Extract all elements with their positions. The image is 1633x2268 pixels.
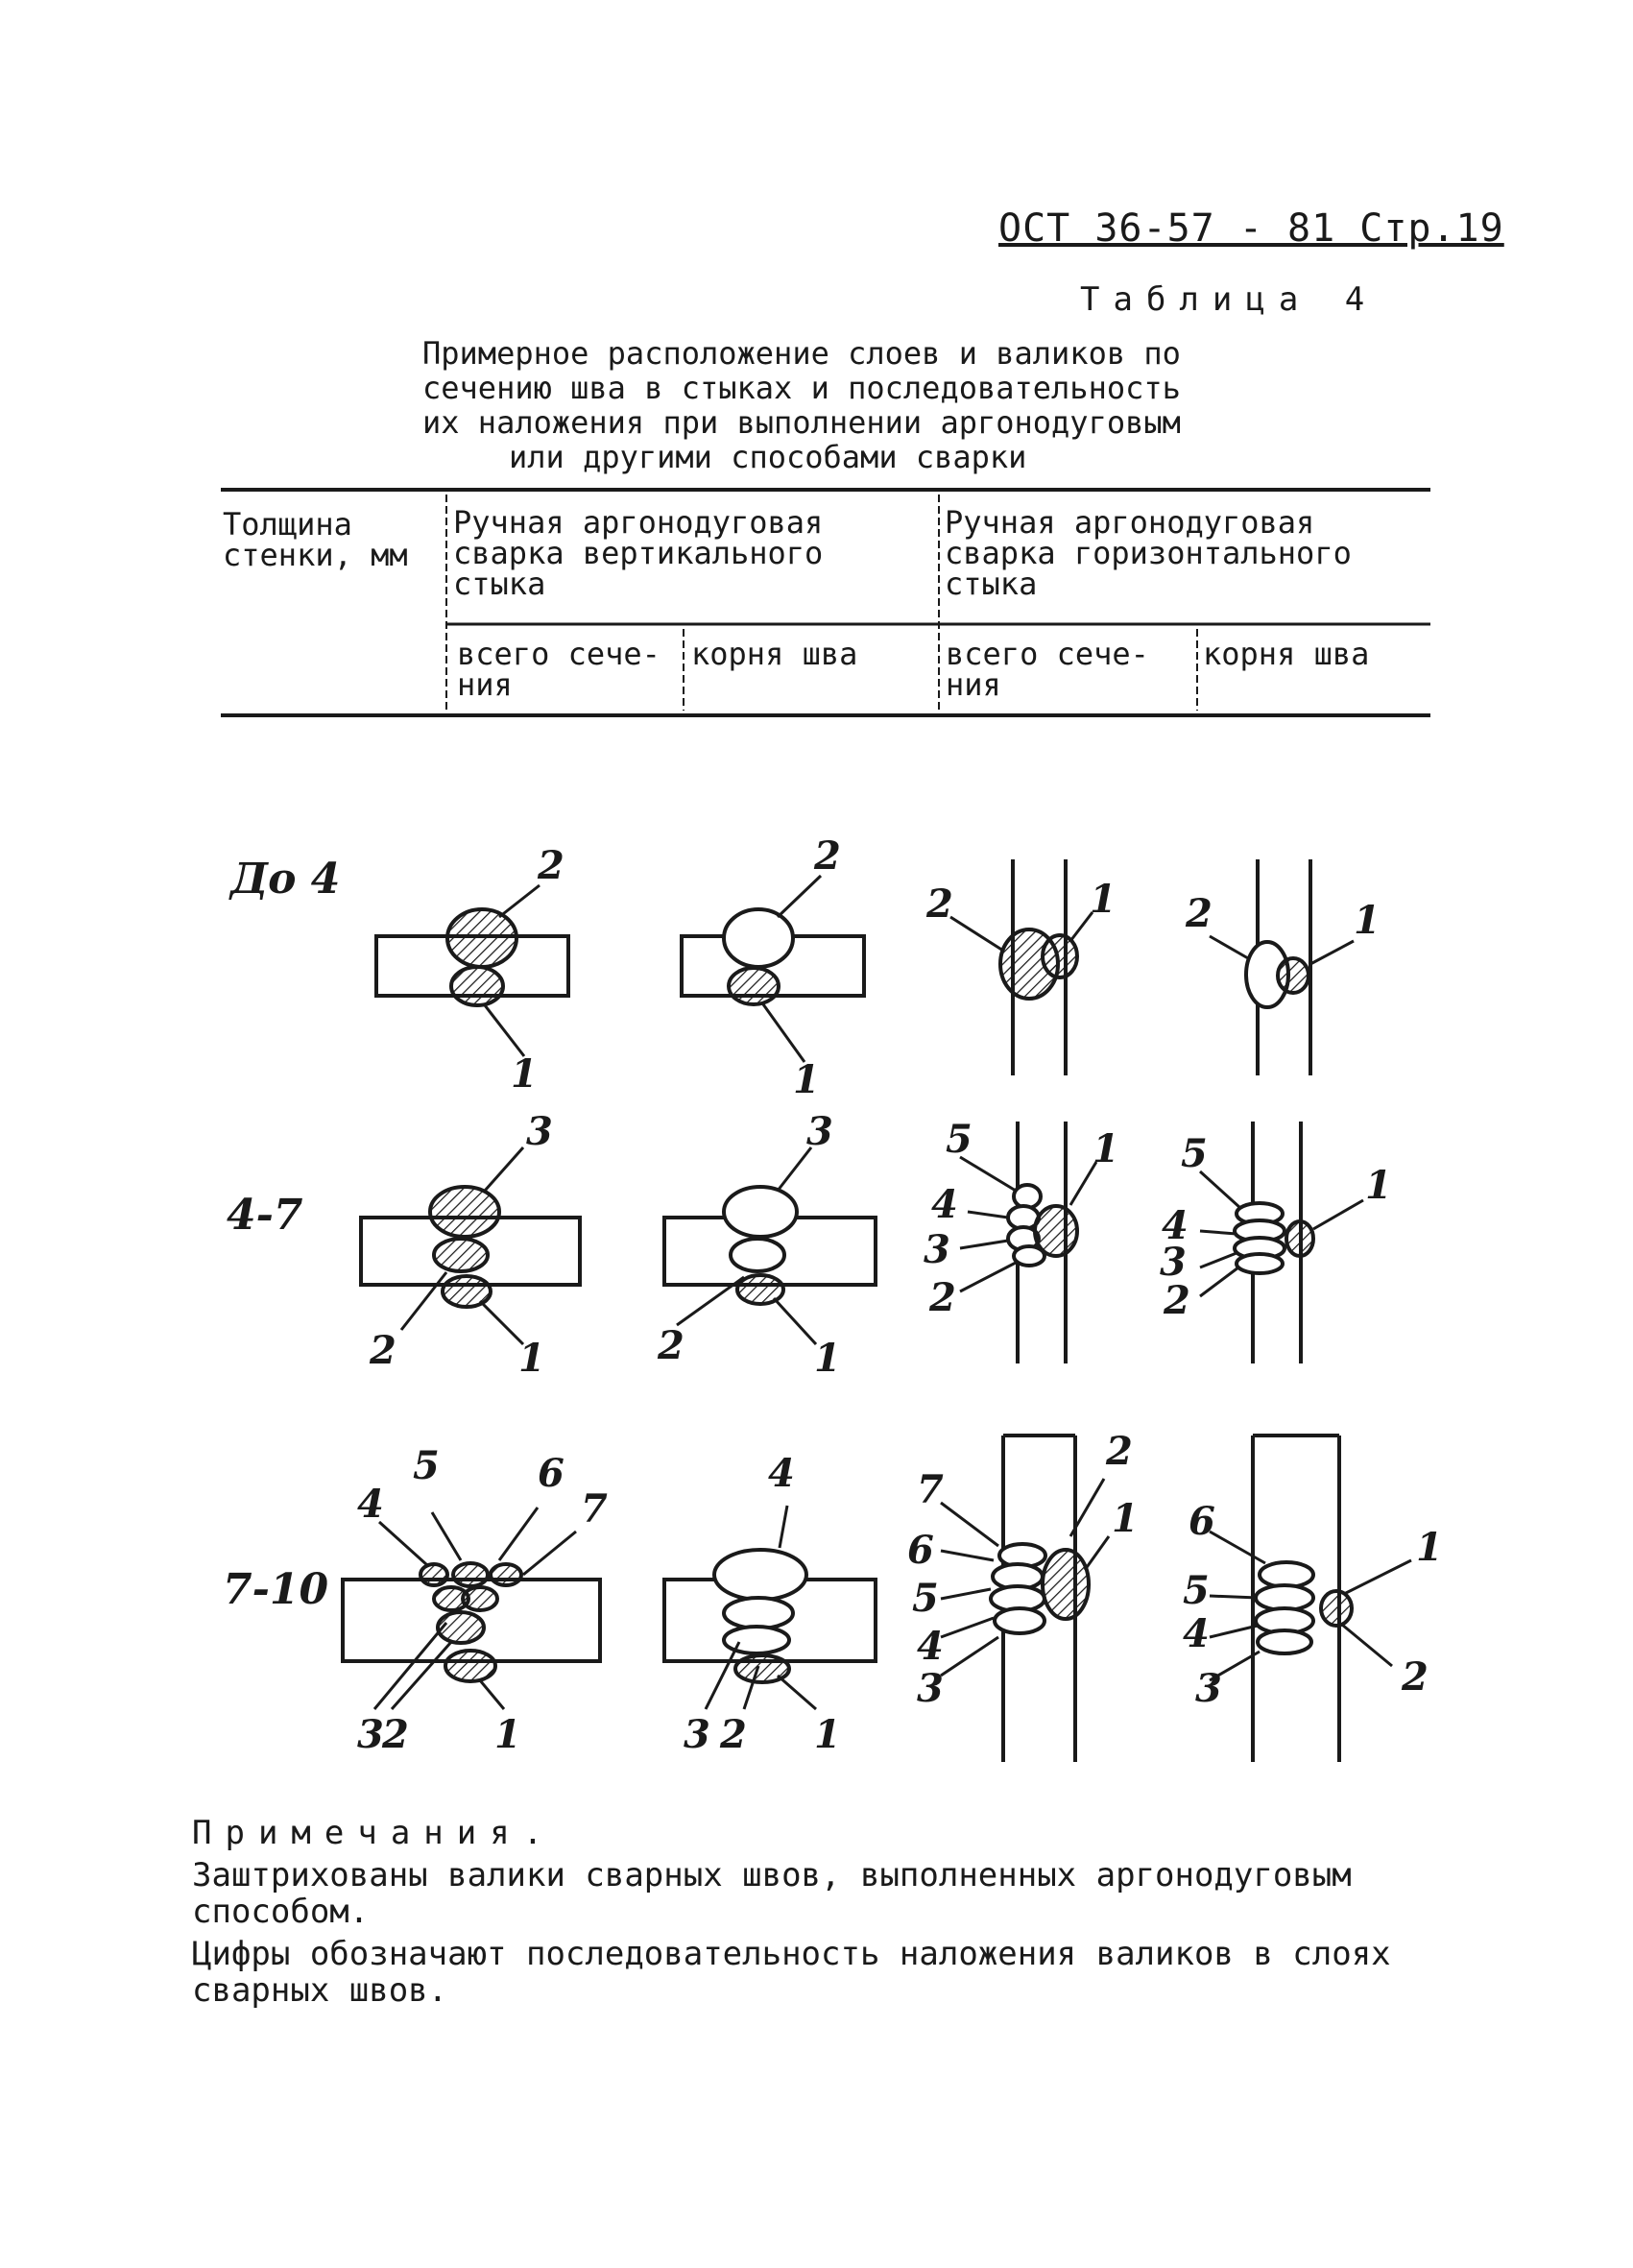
num-r2b-1: 1: [814, 1336, 841, 1381]
diagram-r1-vertical-root: [682, 876, 864, 1062]
num-r3c-1: 1: [1112, 1496, 1139, 1541]
num-r1b-1: 1: [793, 1057, 820, 1102]
num-r3c-2: 2: [1106, 1429, 1133, 1474]
num-r3a-7: 7: [581, 1486, 608, 1532]
diagram-r2-horizontal-whole: [960, 1122, 1096, 1363]
num-r3a-5: 5: [413, 1443, 440, 1488]
num-r2d-4: 4: [1162, 1203, 1189, 1248]
column-vertical-joint: Ручная аргонодуговая сварка вертикального стыка: [453, 504, 824, 602]
note-2: Цифры обозначают последовательность наложения валиков в слоях сварных швов.: [192, 1935, 1391, 2010]
num-r2c-2: 2: [929, 1275, 956, 1320]
num-r1d-2: 2: [1186, 891, 1213, 936]
num-r3c-7: 7: [917, 1467, 944, 1512]
diagram-r2-vertical-whole: [361, 1147, 580, 1344]
num-r3d-5: 5: [1183, 1568, 1210, 1613]
diagram-r2-vertical-root: [664, 1147, 876, 1344]
diagram-r3-vertical-whole: [343, 1508, 600, 1709]
num-r3a-1: 1: [494, 1712, 521, 1757]
caption-line-1: Примерное расположение слоев и валиков по: [422, 335, 1181, 372]
diagram-r3-vertical-root: [664, 1506, 876, 1709]
subcolumn-root-vertical: корня шва: [691, 636, 858, 672]
diagram-r3-horizontal-root: [1210, 1436, 1411, 1762]
num-r1a-1: 1: [511, 1051, 538, 1097]
row-label-4-7: 4-7: [227, 1191, 303, 1240]
num-r3c-3: 3: [917, 1666, 944, 1711]
num-r1b-2: 2: [814, 833, 841, 879]
diagram-r2-horizontal-root: [1200, 1122, 1363, 1363]
num-r1c-2: 2: [926, 881, 953, 927]
num-r2d-1: 1: [1365, 1163, 1392, 1208]
num-r1a-2: 2: [538, 843, 564, 888]
column-thickness: Толщина стенки, мм: [223, 506, 408, 573]
subcolumn-root-horizontal: корня шва: [1203, 636, 1370, 672]
caption-line-3: их наложения при выполнении аргонодуговым: [422, 404, 1181, 441]
num-r2c-4: 4: [931, 1182, 958, 1227]
num-r2b-3: 3: [806, 1109, 833, 1154]
note-1: Заштрихованы валики сварных швов, выполненных аргонодуговым способом.: [192, 1856, 1352, 1931]
row-label-upto-4: До 4: [230, 855, 341, 904]
num-r2a-2: 2: [370, 1328, 396, 1373]
column-horizontal-joint: Ручная аргонодуговая сварка горизонтального стыка: [945, 504, 1352, 602]
document-code: ОСТ 36-57 - 81 Стр.19: [998, 206, 1504, 251]
num-r2d-2: 2: [1164, 1278, 1190, 1323]
num-r3b-4: 4: [768, 1451, 795, 1496]
num-r2c-5: 5: [946, 1117, 973, 1162]
caption-line-4: или другими способами сварки: [509, 439, 1027, 475]
num-r2c-1: 1: [1093, 1126, 1119, 1171]
num-r2d-5: 5: [1181, 1131, 1208, 1176]
num-r3b-2: 2: [720, 1712, 747, 1757]
diagram-r3-horizontal-whole: [941, 1436, 1109, 1762]
diagram-r1-horizontal-whole: [950, 859, 1093, 1075]
notes: [192, 1815, 1440, 2009]
num-r1d-1: 1: [1354, 898, 1381, 943]
caption-line-2: сечению шва в стыках и последовательность: [422, 370, 1181, 406]
num-r3d-1: 1: [1416, 1525, 1443, 1570]
num-r3b-3: 3: [684, 1712, 710, 1757]
num-r3c-5: 5: [912, 1576, 939, 1621]
num-r2a-1: 1: [518, 1336, 545, 1381]
num-r2c-3: 3: [924, 1227, 950, 1272]
table-label: Таблица 4: [1080, 280, 1379, 319]
num-r2a-3: 3: [526, 1109, 553, 1154]
num-r3a-6: 6: [538, 1451, 564, 1496]
num-r3d-2: 2: [1402, 1654, 1429, 1700]
diagram-r1-vertical-whole: [376, 885, 568, 1056]
num-r3d-4: 4: [1183, 1611, 1210, 1656]
num-r3a-3: 3: [357, 1712, 384, 1757]
row-label-7-10: 7-10: [223, 1565, 329, 1614]
num-r3d-6: 6: [1189, 1499, 1215, 1544]
diagram-r1-horizontal-root: [1210, 859, 1354, 1075]
num-r3a-2: 2: [382, 1712, 409, 1757]
subcolumn-whole-section-vertical: всего сече- ния: [457, 636, 660, 703]
num-r3b-1: 1: [814, 1712, 841, 1757]
num-r1c-1: 1: [1090, 877, 1117, 922]
num-r3c-6: 6: [907, 1528, 934, 1573]
num-r3c-4: 4: [917, 1624, 944, 1669]
num-r2d-3: 3: [1160, 1240, 1187, 1285]
num-r3d-3: 3: [1195, 1666, 1222, 1711]
subcolumn-whole-section-horizontal: всего сече- ния: [946, 636, 1149, 703]
num-r2b-2: 2: [658, 1323, 684, 1368]
notes-title: Примечания.: [192, 1814, 557, 1852]
num-r3a-4: 4: [357, 1482, 384, 1527]
